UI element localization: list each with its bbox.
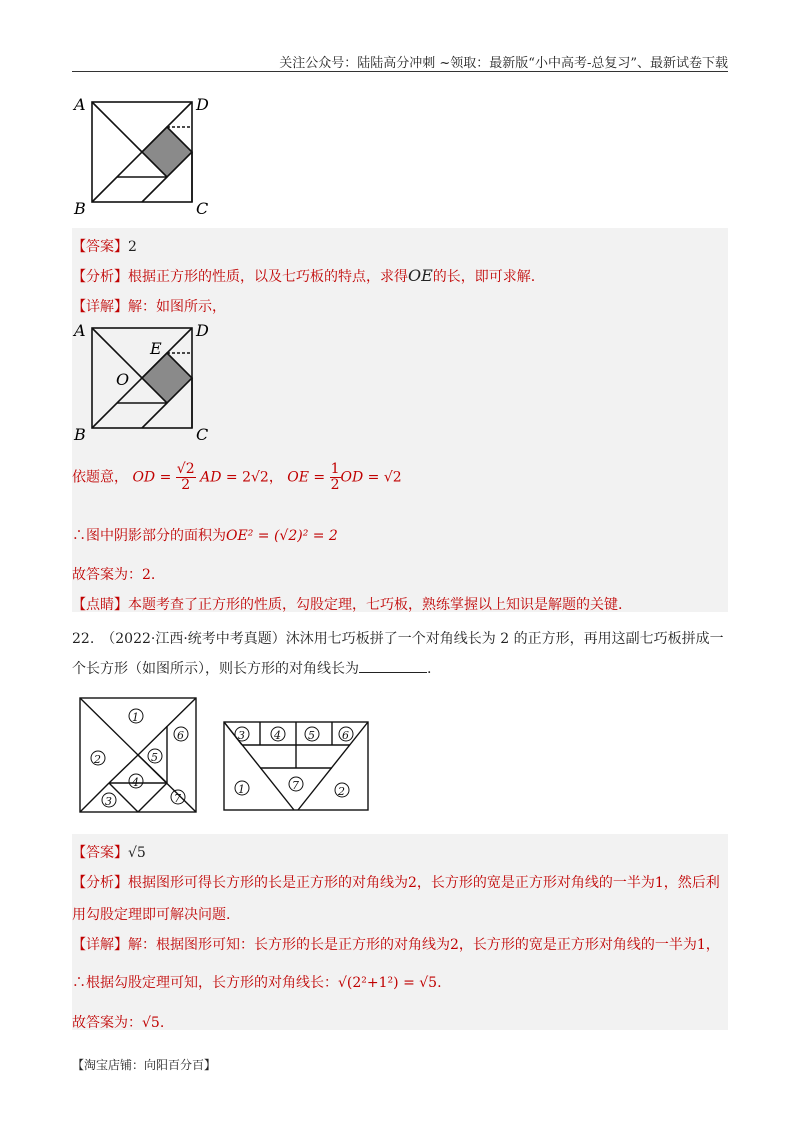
q22-detail-2: ∴根据勾股定理可知，长方形的对角线长：√(2²+1²) = √5. — [72, 975, 442, 991]
tangram-rectangle-figure — [222, 720, 372, 815]
tangram-square-figure-1 — [72, 92, 222, 217]
q21-answer: 【答案】2 — [72, 239, 137, 255]
svg-text:6: 6 — [342, 729, 349, 742]
page-header: 关注公众号：陆陆高分冲刺 ~领取：最新版“小中高考-总复习”、最新试卷下载 — [279, 56, 728, 71]
svg-text:1: 1 — [238, 783, 245, 796]
q22-question-line2: 个长方形（如图所示），则长方形的对角线长为 . — [72, 661, 432, 677]
piece-2: 2 — [94, 753, 101, 766]
q22-solution-panel — [72, 834, 728, 1030]
svg-text:7: 7 — [292, 779, 299, 792]
label-D: D — [196, 95, 209, 114]
label-B: B — [74, 199, 86, 217]
piece-5: 5 — [151, 751, 158, 764]
svg-text:3: 3 — [238, 729, 245, 742]
label-C: C — [196, 425, 209, 443]
tangram-square-figure-2 — [72, 318, 222, 443]
q22-final: 故答案为：√5. — [72, 1015, 165, 1031]
q22-analysis-1: 【分析】根据图形可得长方形的长是正方形的对角线为2，长方形的宽是正方形对角线的一半为1，然后利 — [72, 875, 720, 891]
label-B: B — [74, 425, 86, 443]
label-E: E — [150, 339, 162, 358]
header-rule — [72, 71, 728, 72]
q21-final: 故答案为：2. — [72, 567, 156, 583]
tangram-square-figure-3 — [78, 696, 200, 816]
q22-answer: 【答案】√5 — [72, 845, 146, 861]
svg-text:2: 2 — [338, 785, 345, 798]
q22-analysis-2: 用勾股定理即可解决问题. — [72, 907, 231, 923]
q21-comment: 【点睛】本题考查了正方形的性质，勾股定理，七巧板，熟练掌握以上知识是解题的关键. — [72, 597, 623, 613]
piece-3: 3 — [105, 795, 112, 808]
piece-4: 4 — [132, 776, 139, 789]
q22-question-line1: 22. （2022·江西·统考中考真题）沐沐用七巧板拼了一个对角线长为 2 的正方形，再用这副七巧板拼成一 — [72, 631, 724, 647]
q21-area: ∴图中阴影部分的面积为OE² = (√2)² = 2 — [72, 528, 338, 544]
svg-text:4: 4 — [274, 729, 281, 742]
q21-analysis: 【分析】根据正方形的性质，以及七巧板的特点，求得OE的长，即可求解. — [72, 266, 536, 285]
piece-7: 7 — [174, 792, 181, 805]
label-A: A — [74, 321, 86, 340]
q22-detail: 【详解】解：根据图形可知：长方形的长是正方形的对角线为2，长方形的宽是正方形对角线的一半为1， — [72, 937, 720, 953]
piece-6: 6 — [177, 729, 184, 742]
label-A: A — [74, 95, 86, 114]
piece-1: 1 — [132, 711, 139, 724]
q21-detail: 【详解】解：如图所示， — [72, 299, 226, 315]
label-C: C — [196, 199, 209, 217]
answer-blank — [359, 660, 427, 673]
label-O: O — [116, 370, 130, 389]
svg-text:5: 5 — [308, 729, 315, 742]
q21-calculation: 依题意， OD = $\frac{√2}{2}$ AD = 2√2， OE = $\frac{1}{2}$ OD = √2 — [72, 461, 402, 493]
label-D: D — [196, 321, 209, 340]
page-footer: 【淘宝店铺：向阳百分百】 — [72, 1058, 217, 1072]
